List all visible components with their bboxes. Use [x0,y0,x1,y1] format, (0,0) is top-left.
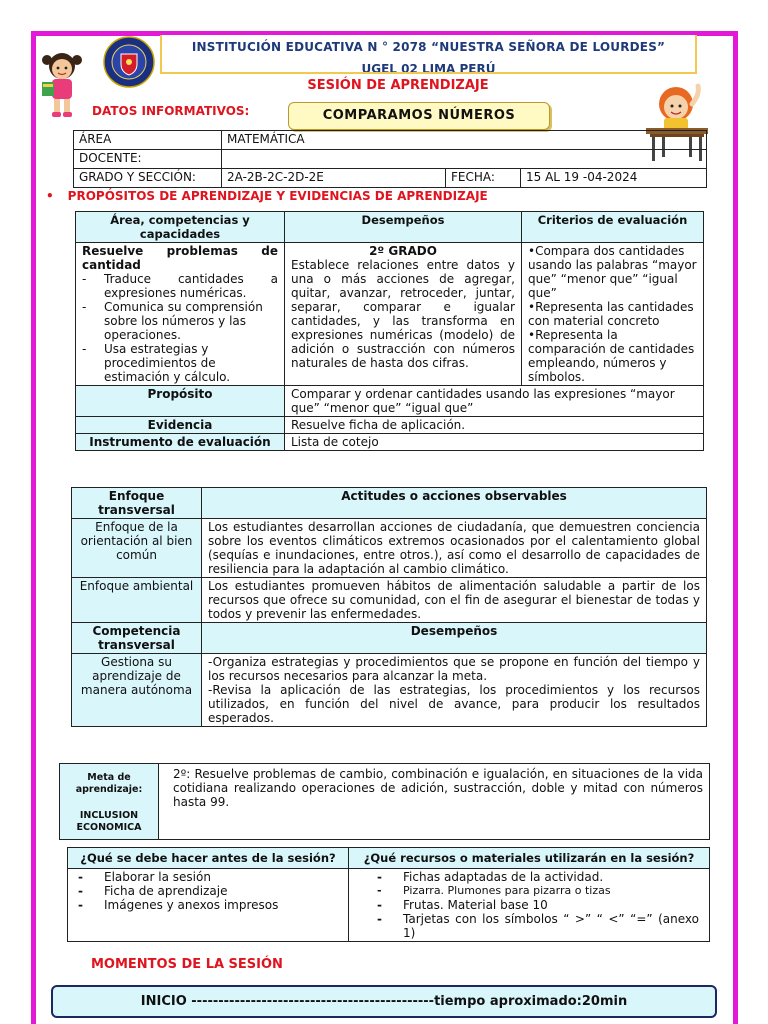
enfoque-ambiental: Enfoque ambiental [72,578,202,623]
list-item: - Traduce cantidades a expresiones numéricas. [82,272,278,300]
desempeno-text: Establece relaciones entre datos y una o más acciones de agregar, quitar, avanzar, retroceder, juntar, separar, comparar e igualar cantidades, y las transforma en expresiones numéricas (modelo) de adición o sustracción con números naturales de hasta dos cifras. [291,258,515,370]
antes-cell [68,869,349,942]
institution-header [160,35,697,74]
enfoque-bien-comun-text: Los estudiantes desarrollan acciones de ciudadanía, que demuestren conciencia sobre los eventos climáticos extremos ocasionados por el calentamiento global (sequías e inundaciones, entre otros.), así como el desarrollo de capacidades de resiliencia para la adaptación al cambio climático. [202,519,707,578]
list-item: - Imágenes y anexos impresos [78,898,338,912]
docente-value [222,150,707,169]
col-desempenos: Desempeños [285,212,522,243]
institution-subline: UGEL 02 LIMA PERÚ [361,62,496,74]
evidencia-label: Evidencia [76,417,285,434]
col-recursos: ¿Qué recursos o materiales utilizarán en la sesión? [349,848,710,869]
institution-name: INSTITUCIÓN EDUCATIVA N ° 2078 “NUESTRA SEÑORA DE LOURDES” [191,40,666,54]
list-item: - Usa estrategias y procedimientos de estimación y cálculo. [82,342,278,384]
grado-value: 2A-2B-2C-2D-2E [222,169,446,188]
list-item: - Frutas. Material base 10 [377,898,699,912]
propositos-table [75,211,704,451]
materiales-cell [349,869,710,942]
instrumento-value: Lista de cotejo [285,434,704,451]
proposito-value: Comparar y ordenar cantidades usando las expresiones “mayor que” “menor que” “igual que” [285,386,704,417]
meta-sublabel: INCLUSION ECONOMICA [76,810,142,833]
meta-label: Meta de aprendizaje: [75,772,143,795]
list-item: - Elaborar la sesión [78,870,338,884]
grado-label: GRADO Y SECCIÓN: [74,169,222,188]
area-value: MATEMÁTICA [222,131,707,150]
area-label: ÁREA [74,131,222,150]
list-item: •Representa la comparación de cantidades empleando, números y símbolos. [528,328,695,384]
propositos-heading-text: PROPÓSITOS DE APRENDIZAJE Y EVIDENCIAS DE APRENDIZAJE [67,189,488,203]
capacidades-list [82,272,278,384]
col-criterios: Criterios de evaluación [522,212,704,243]
propositos-heading [46,189,488,203]
competencia-gestiona: Gestiona su aprendizaje de manera autónoma [72,654,202,727]
competencia-desempenos [202,654,707,727]
criterios-cell [522,243,704,386]
list-item: - Pizarra. Plumones para pizarra o tizas [377,884,699,898]
col-actitudes: Actitudes o acciones observables [202,488,707,519]
meta-table [59,763,710,840]
list-item: - Comunica su comprensión sobre los números y las operaciones. [82,300,278,342]
antes-list [78,870,338,912]
list-item: - Fichas adaptadas de la actividad. [377,870,699,884]
datos-informativos-label: DATOS INFORMATIVOS: [92,104,250,118]
heading-bullet: • [46,189,54,203]
list-item: -Revisa la aplicación de las estrategias, los procedimientos y los recursos utilizados, en función del nivel de avance, para producir los resultados esperados. [208,683,700,725]
enfoque-bien-comun: Enfoque de la orientación al bien común [72,519,202,578]
col-area-competencias: Área, competencias y capacidades [76,212,285,243]
inicio-bar: INICIO ---------------------------------------------tiempo aproximado:20min [51,985,717,1018]
col-enfoque: Enfoque transversal [72,488,202,519]
school-crest-icon [103,36,155,88]
docente-label: DOCENTE: [74,150,222,169]
list-item: -Organiza estrategias y procedimientos que se propone en función del tiempo y los recursos necesarios para alcanzar la meta. [208,655,700,683]
competencia-name: Resuelve problemas de cantidad [82,244,278,272]
fecha-value: 15 AL 19 -04-2024 [521,169,707,188]
session-title: SESIÓN DE APRENDIZAJE [307,78,489,93]
list-item: •Representa las cantidades con material concreto [528,300,694,328]
proposito-label: Propósito [76,386,285,417]
momentos-heading: MOMENTOS DE LA SESIÓN [91,957,283,972]
col-competencia-transversal: Competencia transversal [72,623,202,654]
recursos-table [67,847,710,942]
girl-with-books-icon [40,48,84,118]
desempeno-cell [285,243,522,386]
list-item: - Ficha de aprendizaje [78,884,338,898]
grado-title: 2º GRADO [369,244,437,258]
enfoque-ambiental-text: Los estudiantes promueven hábitos de alimentación saludable a partir de los recursos que ofrece su comunidad, con el fin de asegurar el bienestar de todas y todos y prevenir las enfermedades. [202,578,707,623]
fecha-label: FECHA: [446,169,521,188]
info-table [73,130,707,188]
competencia-cell [76,243,285,386]
meta-text: 2º: Resuelve problemas de cambio, combinación e igualación, en situaciones de la vida cotidiana realizando operaciones de adición, sustracción, doble y mitad con números hasta 99. [159,764,710,840]
session-topic: COMPARAMOS NÚMEROS [288,102,550,130]
evidencia-value: Resuelve ficha de aplicación. [285,417,704,434]
list-item: •Compara dos cantidades usando las palabras “mayor que” “menor que” “igual que” [528,244,697,300]
materiales-list [377,870,699,940]
instrumento-label: Instrumento de evaluación [76,434,285,451]
list-item: - Tarjetas con los símbolos “ >” “ <” “=” (anexo 1) [377,912,699,940]
col-desempenos-transversal: Desempeños [202,623,707,654]
enfoques-table [71,487,707,727]
meta-label-cell [60,764,159,840]
col-antes-sesion: ¿Qué se debe hacer antes de la sesión? [68,848,349,869]
